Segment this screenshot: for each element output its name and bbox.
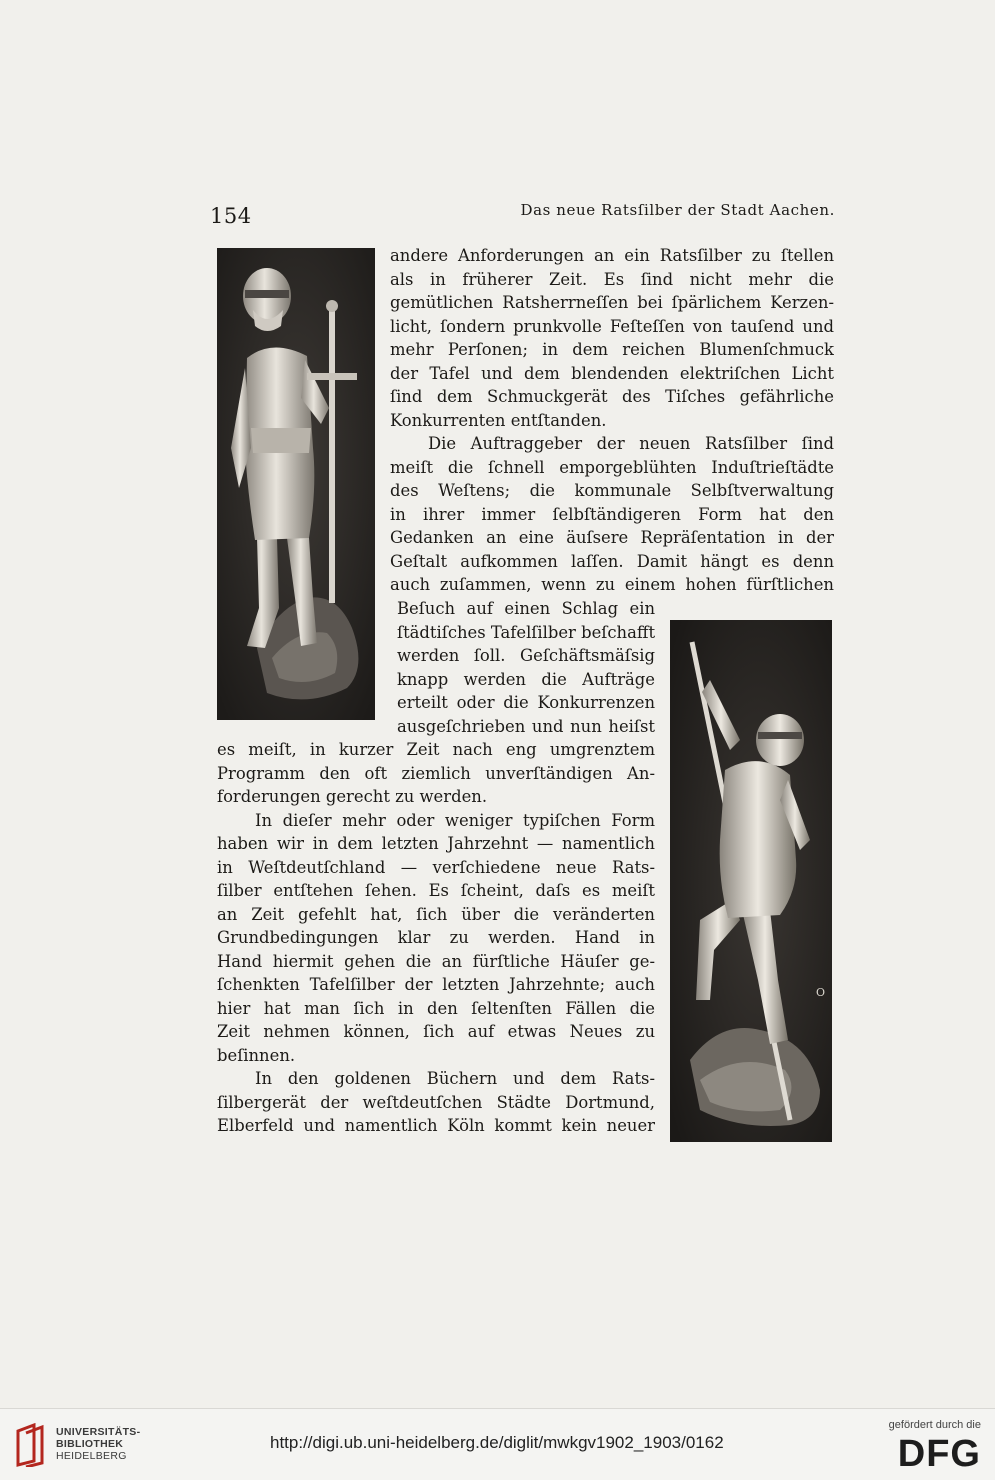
text-line: meiſt die ſchnell emporgeblühten Induſtrieſtädte	[390, 457, 834, 477]
library-line-2: BIBLIOTHEK	[56, 1438, 124, 1450]
text-line: gemütlichen Ratsherrneſſen bei ſpärlichem Kerzen-	[390, 293, 834, 312]
text-line: Grundbedingungen klar zu werden. Hand in	[217, 928, 655, 947]
text-line: ſtädtiſches Tafelſilber beſchafft	[397, 622, 655, 642]
text-line: andere Anforderungen an ein Ratsſilber zu ſtellen	[390, 246, 834, 265]
page-number: 154	[210, 204, 252, 228]
text-block-middle	[397, 597, 655, 738]
text-line: werden ſoll. Geſchäftsmäſsig	[397, 646, 655, 665]
library-line-1: UNIVERSITÄTS-	[56, 1426, 141, 1438]
text-line: des Weſtens; die kommunale Selbſtverwaltung	[390, 481, 834, 500]
left-photo	[217, 248, 375, 720]
text-line: ſilbergerät der weſtdeutſchen Städte Dortmund,	[217, 1092, 655, 1112]
funded-by-label: gefördert durch die	[888, 1419, 981, 1431]
text-line: ſchenkten Tafelſilber der letzten Jahrzehnte; auch	[217, 975, 655, 994]
text-line: es meiſt, in kurzer Zeit nach eng umgrenztem	[217, 740, 655, 759]
text-block-top	[390, 244, 834, 597]
library-line-3: HEIDELBERG	[56, 1450, 127, 1462]
text-line: Die Auftraggeber der neuen Ratsſilber ſind	[428, 434, 834, 453]
running-title: Das neue Ratsſilber der Stadt Aachen.	[520, 201, 835, 219]
text-line: haben wir in dem letzten Jahrzehnt — namentlich	[217, 834, 655, 853]
text-line: Zeit nehmen können, ſich auf etwas Neues zu	[217, 1022, 655, 1041]
source-url-link[interactable]: http://digi.ub.uni-heidelberg.de/diglit/mwkgv1902_1903/0162	[270, 1433, 724, 1452]
saint-george-figure	[670, 620, 832, 1142]
dfg-logo: DFG	[897, 1433, 981, 1475]
text-line: ſind dem Schmuckgerät des Tiſches gefährliche	[390, 387, 834, 406]
library-name	[56, 1426, 140, 1462]
text-line: In den goldenen Büchern und dem Rats-	[255, 1069, 655, 1088]
text-block-bottom	[217, 738, 655, 1138]
text-line: Gedanken an eine äuſsere Repräſentation in der	[390, 528, 834, 547]
text-line: Konkurrenten entſtanden.	[390, 410, 607, 430]
right-photo	[670, 620, 832, 1142]
photo-mark: O	[816, 986, 826, 999]
text-line: forderungen gerecht zu werden.	[217, 787, 488, 806]
text-line: erteilt oder die Konkurrenzen	[397, 693, 655, 712]
text-line: ausgeſchrieben und nun heiſst	[397, 716, 655, 736]
text-line: in Weſtdeutſchland — verſchiedene neue Rats-	[217, 857, 655, 877]
text-line: In dieſer mehr oder weniger typiſchen Form	[255, 810, 655, 830]
text-line: knapp werden die Aufträge	[397, 669, 655, 689]
text-line: Hand hiermit gehen die an fürſtliche Häuſer ge-	[217, 951, 655, 971]
text-line: hier hat man ſich in den ſeltenſten Fällen die	[217, 998, 655, 1018]
text-line: an Zeit gefehlt hat, ſich über die veränderten	[217, 904, 655, 924]
text-line: Geſtalt aufkommen laſſen. Damit hängt es denn	[390, 551, 834, 571]
university-library-logo-icon	[14, 1423, 48, 1467]
text-line: ſilber entſtehen ſehen. Es ſcheint, daſs es meiſt	[217, 881, 655, 900]
text-line: auch zuſammen, wenn zu einem hohen fürſtlichen	[390, 575, 834, 594]
text-line: der Tafel und dem blendenden elektriſchen Licht	[390, 363, 834, 383]
knight-sword-figure	[217, 248, 375, 720]
text-line: Beſuch auf einen Schlag ein	[397, 599, 655, 618]
text-line: als in früherer Zeit. Es ſind nicht mehr die	[390, 269, 834, 289]
text-line: in ihrer immer ſelbſtändigeren Form hat den	[390, 504, 834, 524]
footer-bar	[0, 1408, 995, 1480]
text-line: beſinnen.	[217, 1045, 296, 1065]
text-line: licht, ſondern prunkvolle Feſteſſen von tauſend und	[390, 316, 834, 336]
text-line: mehr Perſonen; in dem reichen Blumenſchmuck	[390, 340, 834, 359]
text-line: Elberfeld und namentlich Köln kommt kein neuer	[217, 1116, 655, 1135]
text-line: Programm den oft ziemlich unverſtändigen An-	[217, 763, 655, 783]
